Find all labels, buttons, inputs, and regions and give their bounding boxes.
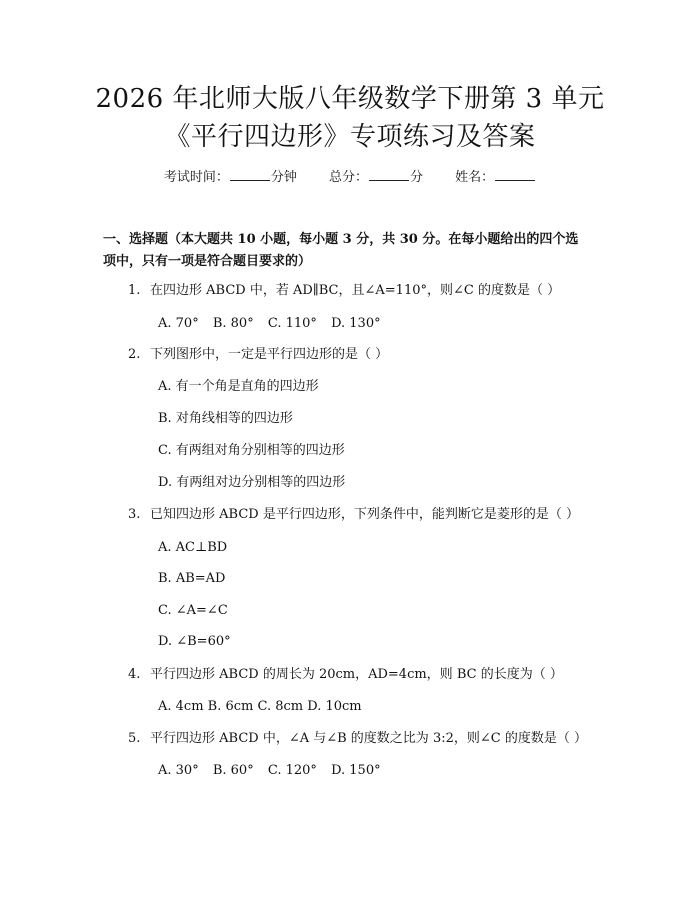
exam-time-unit: 分钟: [270, 170, 297, 185]
name-field: [455, 170, 536, 185]
exam-info: [0, 168, 700, 188]
name-blank[interactable]: [495, 168, 535, 181]
exam-time-field: [164, 170, 301, 185]
question-text: 平行四边形 ABCD 中，∠A 与∠B 的度数之比为 3:2，则∠C 的度数是（ ）: [150, 731, 587, 746]
option: A. 有一个角是直角的四边形: [158, 379, 319, 394]
option: B. 对角线相等的四边形: [158, 411, 293, 426]
question-5-options: [158, 761, 381, 781]
exam-time-label: 考试时间：: [163, 170, 229, 185]
question-1: [128, 281, 560, 301]
question-4: [128, 665, 563, 685]
option: D. 150°: [331, 763, 381, 778]
total-score-unit: 分: [410, 170, 424, 185]
option: C. ∠A=∠C: [158, 603, 228, 618]
section-heading-line2: 项中，只有一项是符合题目要求的）: [103, 254, 312, 269]
option: D. 130°: [331, 316, 381, 331]
option: C. 有两组对角分别相等的四边形: [158, 443, 345, 458]
total-score-label: 总分：: [328, 170, 368, 185]
question-text: 在四边形 ABCD 中，若 AD∥BC，且∠A=110°，则∠C 的度数是（ ）: [150, 283, 561, 298]
question-text: 已知四边形 ABCD 是平行四边形，下列条件中，能判断它是菱形的是（ ）: [150, 507, 579, 522]
option: B. 60°: [212, 763, 254, 778]
name-label: 姓名：: [455, 170, 495, 185]
option: D. 有两组对边分别相等的四边形: [158, 475, 346, 490]
question-2: [128, 345, 388, 365]
option: A. 30°: [158, 763, 199, 778]
question-text: 平行四边形 ABCD 的周长为 20cm，AD=4cm，则 BC 的长度为（ ）: [150, 667, 563, 682]
question-number: 2.: [128, 347, 141, 362]
total-score-blank[interactable]: [369, 168, 409, 181]
question-3: [128, 505, 579, 525]
question-number: 5.: [128, 731, 141, 746]
option: C. 110°: [267, 316, 317, 331]
option: B. AB=AD: [158, 571, 226, 586]
exam-time-blank[interactable]: [230, 168, 270, 181]
total-score-field: [329, 170, 427, 185]
question-number: 4.: [128, 667, 141, 682]
question-1-options: [158, 314, 381, 334]
document-title-line2: 《平行四边形》专项练习及答案: [164, 122, 536, 152]
question-text: 下列图形中，一定是平行四边形的是（ ）: [150, 347, 389, 362]
document-title-line1: 2026 年北师大版八年级数学下册第 3 单元: [95, 84, 605, 114]
section-heading-line1: 一、选择题（本大题共 10 小题，每小题 3 分，共 30 分。在每小题给出的四个选: [103, 232, 579, 247]
question-4-options: A. 4cm B. 6cm C. 8cm D. 10cm: [158, 699, 362, 714]
option: C. 120°: [267, 763, 317, 778]
question-5: [128, 729, 587, 749]
question-number: 1.: [128, 283, 141, 298]
option: A. AC⊥BD: [158, 540, 228, 555]
option: D. ∠B=60°: [158, 634, 231, 649]
option: A. 70°: [158, 316, 199, 331]
question-number: 3.: [128, 507, 141, 522]
option: B. 80°: [212, 316, 254, 331]
